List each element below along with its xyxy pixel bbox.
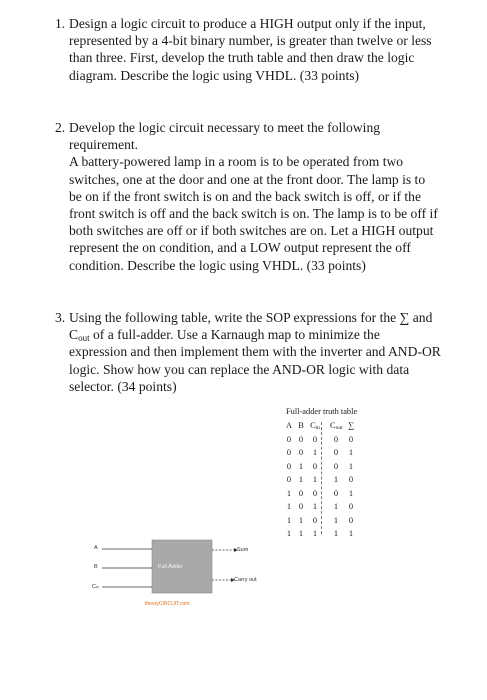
output-carry-label: Carry out (234, 577, 257, 583)
question-1 (55, 15, 441, 84)
truth-table-header (283, 419, 375, 433)
sigma-symbol: ∑ (399, 310, 410, 325)
question-2 (55, 119, 441, 274)
header-cout: Cout (330, 421, 343, 431)
output-sum-label: Sum (237, 547, 249, 553)
truth-table-caption: Full-adder truth table (286, 407, 358, 416)
table-row: 0 1 1 1 0 (286, 475, 354, 484)
table-row: 1 1 1 1 1 (286, 529, 354, 538)
watermark: theoryCIRCUIT.com (145, 601, 190, 607)
question-3 (55, 309, 441, 395)
header-a: A (285, 421, 293, 430)
question-text: A battery-powered lamp in a room is to be operated from two switches, one at the door and one at the front door. The lamp is to be on if the front switch is on and the back switch is off, or if the front switch is off and the back switch is on. The lamp is to be off if both switches are off or if both switches are on. Let a HIGH output represent the on condition, and a LOW output represent the off condition. Describe the logic using VHDL. (33 points) (69, 154, 438, 273)
input-cin-label: Cᵢₙ (92, 584, 100, 590)
input-a-label: A (94, 545, 98, 551)
table-row: 0 1 0 0 1 (286, 461, 354, 471)
question-text: Design a logic circuit to produce a HIGH output only if the input, represented by a 4-bit binary number, is greater than twelve or less than three. First, develop the truth table and then draw the logic diagram. Describe the logic using VHDL. (33 points) (69, 16, 432, 83)
full-adder-diagram (90, 533, 260, 623)
out-subscript: out (78, 333, 90, 344)
question-text-part1: Using the following table, write the SOP expressions for the (69, 310, 397, 325)
table-row: 1 0 1 1 0 (286, 502, 354, 511)
and-c-text: and C (69, 310, 433, 343)
question-text-part2: of a full-adder. Use a Karnaugh map to minimize the expression and then implement them with the inverter and AND-OR logic. Show how you can replace the AND-OR logic with data selector. (34 points) (69, 327, 441, 394)
table-row: 0 0 0 0 0 (286, 434, 354, 444)
table-row: 1 1 0 1 0 (286, 515, 354, 525)
question-number: 3. (55, 310, 66, 325)
header-cin: Cin (310, 421, 320, 431)
table-row: 1 0 0 0 1 (286, 488, 354, 498)
question-intro: Develop the logic circuit necessary to meet the following requirement. (69, 120, 381, 153)
question-number: 1. (55, 16, 66, 31)
table-row: 0 0 1 0 1 (286, 448, 354, 457)
question-text (69, 309, 441, 395)
input-b-label: B (94, 564, 98, 570)
full-adder-label: Full Adder (158, 564, 183, 570)
question-number: 2. (55, 120, 66, 135)
header-sum: ∑ (348, 421, 354, 430)
truth-table (283, 405, 375, 541)
header-b: B (298, 421, 304, 430)
